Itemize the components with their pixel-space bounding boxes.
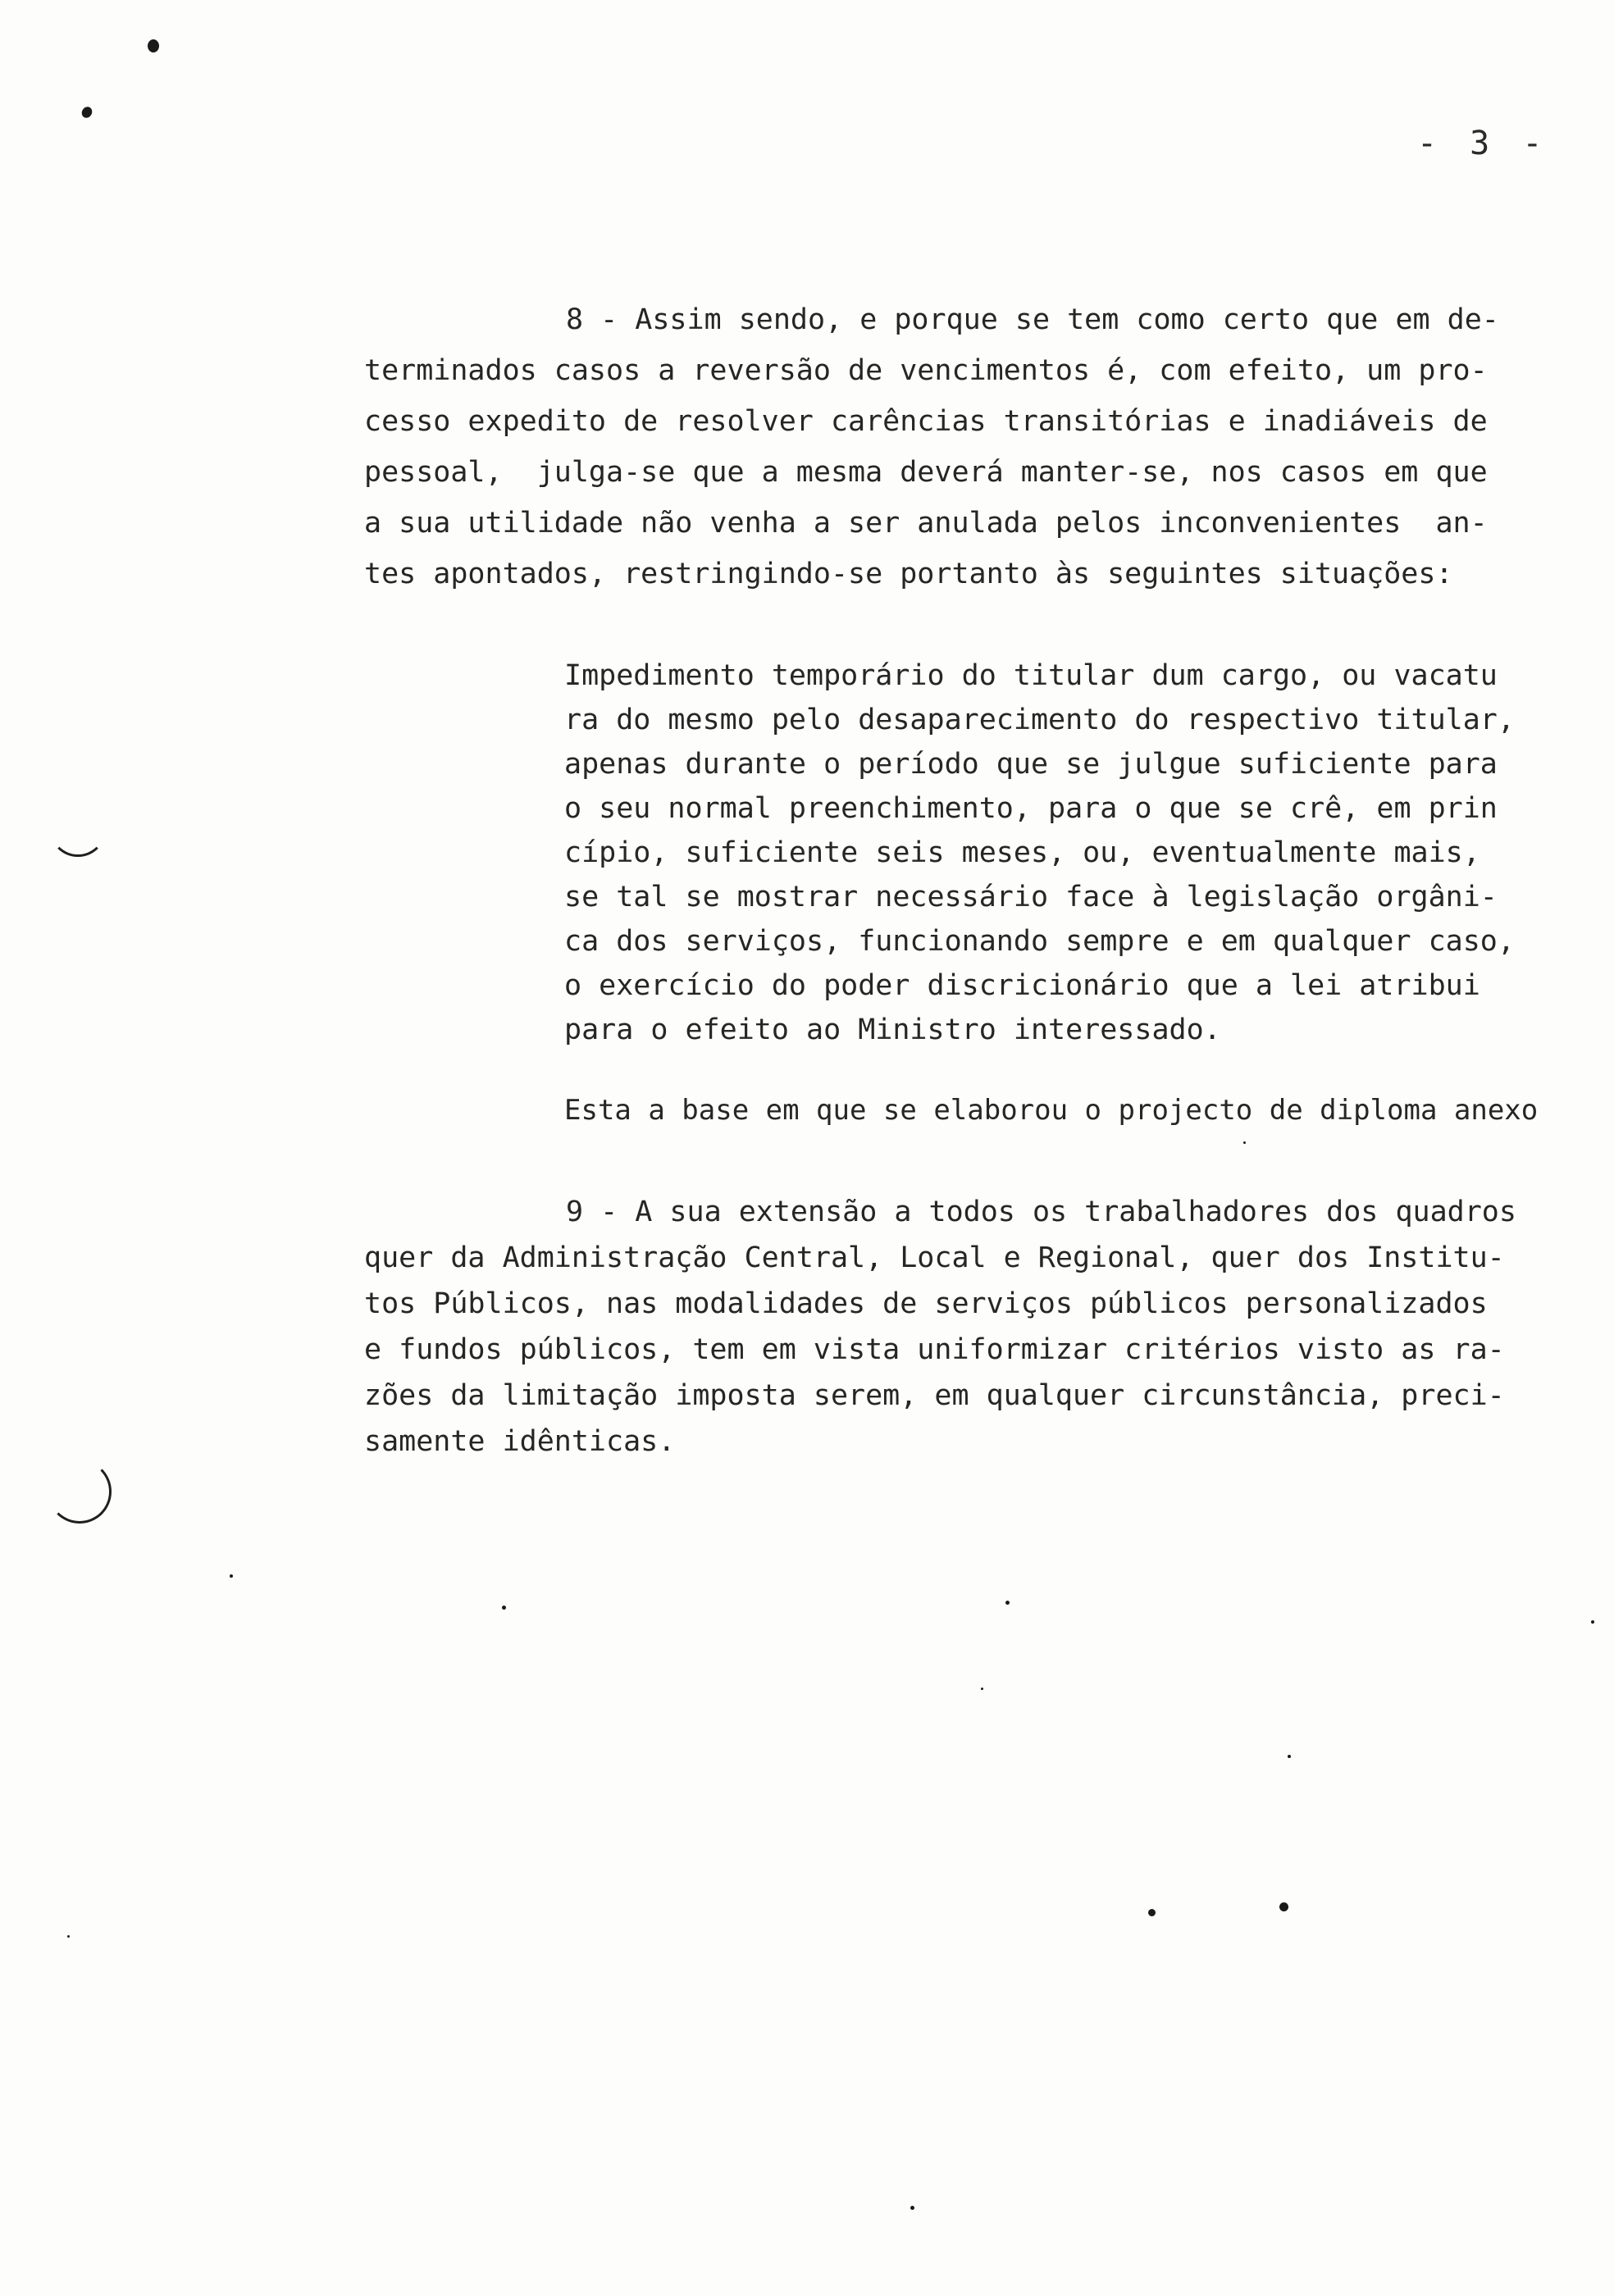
scan-speck (67, 1935, 70, 1938)
quote-line: Impedimento temporário do titular dum cargo, ou vacatu (564, 659, 1498, 692)
paragraph-line: tes apontados, restringindo-se portanto às seguintes situações: (364, 558, 1453, 590)
scan-speck (148, 39, 159, 52)
scan-speck (1005, 1601, 1010, 1605)
quote-closing-line: Esta a base em que se elaborou o projecto de diploma anexo (564, 1094, 1539, 1127)
scan-speck (230, 1574, 233, 1578)
paragraph-line: e fundos públicos, tem em vista uniformizar critérios visto as ra- (364, 1333, 1505, 1366)
quote-line: apenas durante o período que se julgue suficiente para (564, 748, 1498, 781)
paragraph-line: terminados casos a reversão de vencimentos é, com efeito, um pro- (364, 354, 1488, 387)
punch-hole-mark (48, 1460, 112, 1524)
scan-speck (910, 2206, 914, 2210)
page-number: - 3 - (1417, 125, 1549, 162)
paragraph-line: 8 - Assim sendo, e porque se tem como certo que em de- (566, 303, 1499, 336)
scan-speck (981, 1688, 983, 1690)
paragraph-line: 9 - A sua extensão a todos os trabalhadores dos quadros (566, 1196, 1516, 1228)
paragraph-line: pessoal, julga-se que a mesma deverá manter-se, nos casos em que (364, 456, 1488, 489)
quote-line: o exercício do poder discricionário que a lei atribui (564, 969, 1480, 1002)
quote-line: para o efeito ao Ministro interessado. (564, 1014, 1221, 1046)
paragraph-line: tos Públicos, nas modalidades de serviços públicos personalizados (364, 1287, 1488, 1320)
scan-speck (80, 105, 93, 120)
quote-line: cípio, suficiente seis meses, ou, eventualmente mais, (564, 836, 1480, 869)
paragraph-line: quer da Administração Central, Local e Regional, quer dos Institu- (364, 1241, 1505, 1274)
scan-speck (1148, 1909, 1156, 1916)
paragraph-line: zões da limitação imposta serem, em qualquer circunstância, preci- (364, 1379, 1505, 1412)
quote-line: ca dos serviços, funcionando sempre e em qualquer caso, (564, 925, 1515, 958)
quote-line: o seu normal preenchimento, para o que se crê, em prin (564, 792, 1498, 825)
scan-speck (1288, 1755, 1291, 1758)
scan-speck (1243, 1141, 1246, 1144)
scan-speck (1279, 1902, 1288, 1911)
quote-line: se tal se mostrar necessário face à legislação orgâni- (564, 881, 1498, 913)
quote-line: ra do mesmo pelo desaparecimento do respectivo titular, (564, 704, 1515, 736)
punch-hole-mark (49, 800, 107, 857)
paragraph-line: samente idênticas. (364, 1425, 676, 1458)
paragraph-line: a sua utilidade não venha a ser anulada pelos inconvenientes an- (364, 507, 1488, 540)
paragraph-line: cesso expedito de resolver carências transitórias e inadiáveis de (364, 405, 1488, 438)
scan-speck (502, 1606, 506, 1610)
scan-speck (1591, 1620, 1594, 1624)
